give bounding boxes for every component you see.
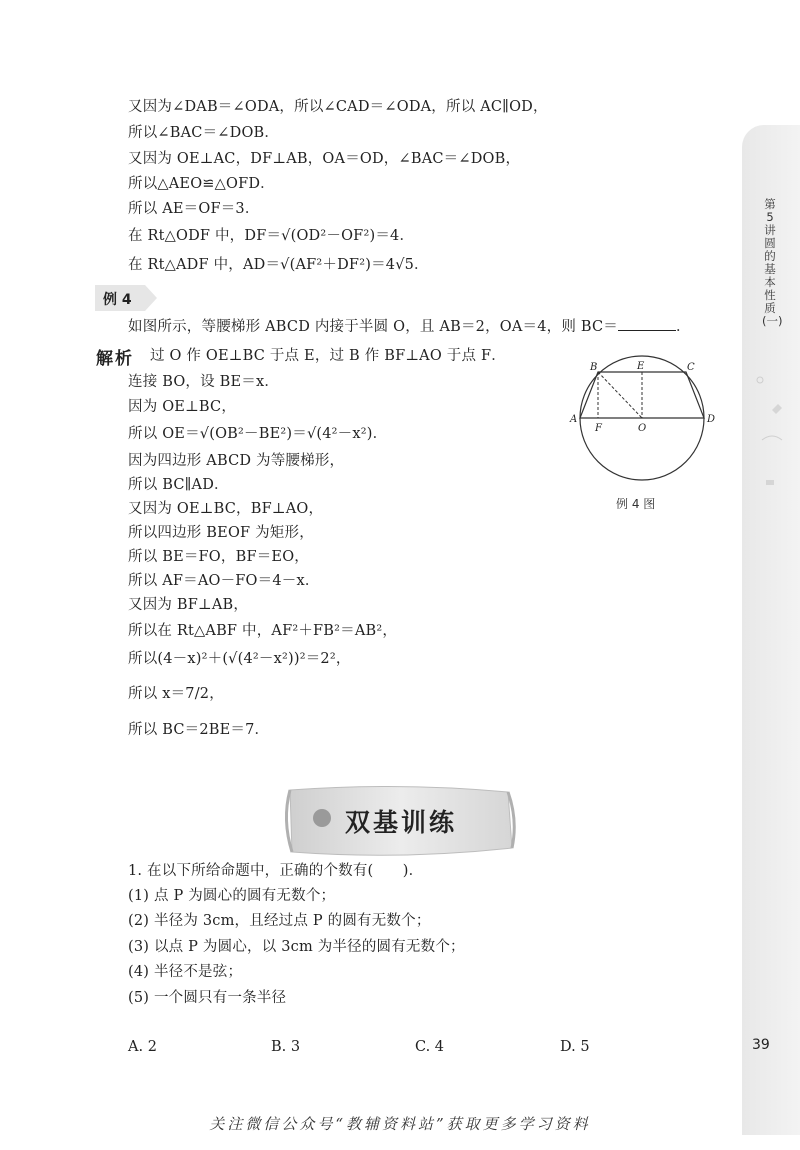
exercise-item: (2) 半径为 3cm，且经过点 P 的圆有无数个； — [128, 913, 431, 929]
exercise-item: (5) 一个圆只有一条半径 — [128, 990, 287, 1006]
answer-blank[interactable] — [618, 318, 676, 331]
text-line: 在 Rt△ADF 中，AD＝√(AF²＋DF²)＝4√5． — [128, 257, 429, 273]
label-E: E — [637, 361, 645, 372]
example-badge-label: 例 4 — [103, 292, 132, 308]
label-C: C — [687, 362, 695, 373]
solution-line: 所以 BE＝FO，BF＝EO， — [128, 549, 309, 565]
side-decoration-icon — [752, 370, 792, 500]
banner-dot-icon — [313, 809, 331, 827]
solution-line: 所以 OE＝√(OB²－BE²)＝√(4²－x²)． — [128, 426, 388, 442]
solution-line: 因为 OE⊥BC， — [128, 399, 237, 415]
choice-d[interactable]: D. 5 — [560, 1039, 590, 1055]
exercise-question: 1. 在以下所给命题中，正确的个数有( )． — [128, 863, 424, 879]
text-line: 所以∠BAC＝∠DOB． — [128, 125, 280, 141]
exercise-item: (4) 半径不是弦； — [128, 964, 243, 980]
section-title: 双基训练 — [345, 808, 458, 837]
choice-b[interactable]: B. 3 — [271, 1039, 301, 1055]
solution-line: 又因为 BF⊥AB， — [128, 597, 249, 613]
label-A: A — [570, 414, 578, 425]
solution-line: 所以(4－x)²＋(√(4²－x²))²＝2²， — [128, 651, 351, 667]
solution-line: 因为四边形 ABCD 为等腰梯形， — [128, 453, 345, 469]
text-line: 在 Rt△ODF 中，DF＝√(OD²－OF²)＝4． — [128, 228, 415, 244]
chapter-label: 第5讲 圆的基本性质(一) — [762, 197, 783, 328]
text-line: 又因为∠DAB＝∠ODA，所以∠CAD＝∠ODA，所以 AC∥OD， — [128, 99, 548, 115]
text-line: 所以△AEO≌△OFD． — [128, 176, 275, 192]
label-D: D — [707, 414, 716, 425]
example-badge — [95, 285, 157, 311]
footer-note: 关注微信公众号“教辅资料站”获取更多学习资料 — [209, 1115, 591, 1133]
exercise-item: (1) 点 P 为圆心的圆有无数个； — [128, 888, 336, 904]
solution-line: 所以在 Rt△ABF 中，AF²＋FB²＝AB²， — [128, 623, 398, 639]
solution-first-line: 过 O 作 OE⊥BC 于点 E，过 B 作 BF⊥AO 于点 F． — [150, 348, 506, 364]
label-O: O — [638, 423, 647, 434]
solution-line: 连接 BO，设 BE＝x． — [128, 374, 280, 390]
solution-line: 所以 x＝7/2， — [128, 686, 224, 702]
solution-line: 所以四边形 BEOF 为矩形， — [128, 525, 314, 541]
solution-label: 解析 — [96, 349, 134, 369]
exercise-item: (3) 以点 P 为圆心，以 3cm 为半径的圆有无数个； — [128, 939, 465, 955]
text-line: 所以 AE＝OF＝3． — [128, 201, 260, 217]
solution-line: 所以 BC∥AD． — [128, 477, 229, 493]
text-line: 又因为 OE⊥AC，DF⊥AB，OA＝OD，∠BAC＝∠DOB， — [128, 151, 521, 167]
label-B: B — [590, 362, 598, 373]
choice-a[interactable]: A. 2 — [128, 1039, 157, 1055]
label-F: F — [595, 423, 602, 434]
example-question: 如图所示，等腰梯形 ABCD 内接于半圆 O，且 AB＝2，OA＝4，则 BC＝ ． — [128, 319, 691, 335]
solution-line: 所以 AF＝AO－FO＝4－x． — [128, 573, 320, 589]
solution-line: 所以 BC＝2BE＝7． — [128, 722, 270, 738]
figure-caption: 例 4 图 — [616, 497, 656, 511]
page-number: 39 — [752, 1037, 770, 1053]
semicircle-trapezoid-figure — [562, 345, 722, 490]
solution-line: 又因为 OE⊥BC，BF⊥AO， — [128, 501, 324, 517]
choice-c[interactable]: C. 4 — [415, 1039, 445, 1055]
